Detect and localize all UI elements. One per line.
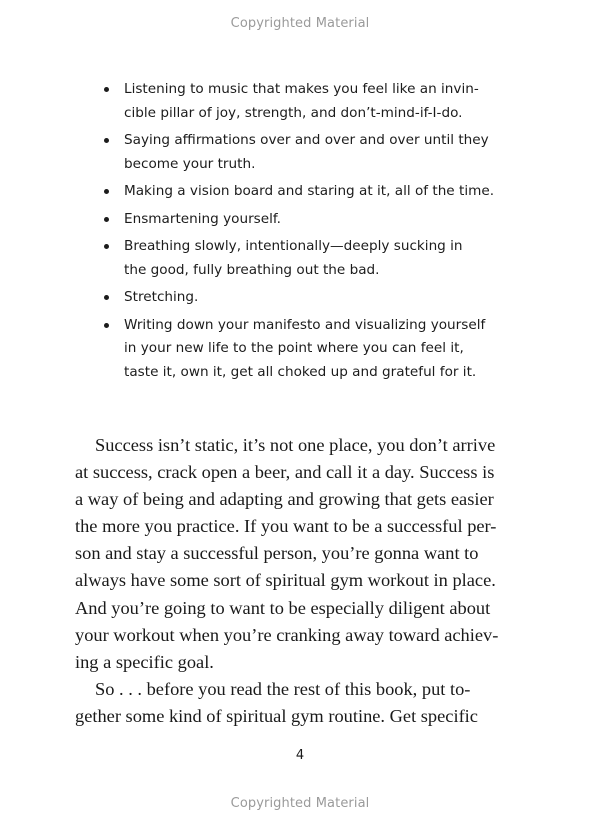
text-line: gether some kind of spiritual gym routine. Get specific [75,705,478,726]
list-item-text: become your truth. [124,155,256,172]
list-item-text: Making a vision board and staring at it, all of the time. [124,183,495,199]
list-item [101,78,481,125]
copyright-watermark-top: Copyrighted Material [230,16,370,31]
paragraph [75,432,535,676]
body-text [75,432,535,730]
bullet-icon [104,87,109,92]
text-line: the more you practice. If you want to be a successful per- [75,516,497,537]
list-item [101,208,481,232]
text-line: ing a specific goal. [75,651,214,672]
text-line: your workout when you’re cranking away toward achiev- [75,624,499,645]
list-item [101,286,481,310]
text-line: a way of being and adapting and growing that gets easier [75,489,494,510]
list-item-text: cible pillar of joy, strength, and don’t-mind-if-I-do. [124,104,463,121]
bullet-icon [104,189,109,194]
bullet-icon [104,138,109,143]
bullet-icon [104,323,109,328]
bullet-list [101,78,495,388]
list-item [101,180,495,204]
list-item-text: Listening to music that makes you feel like an invin- [124,81,479,97]
page-number: 4 [295,748,305,763]
bullet-icon [104,217,109,222]
list-item-text: Saying affirmations over and over and over until they [124,132,489,148]
text-line: Success isn’t static, it’s not one place, you don’t arrive [95,435,496,455]
list-item [101,129,489,176]
text-line: So . . . before you read the rest of this book, put to- [95,678,471,699]
list-item [101,314,486,385]
text-line: And you’re going to want to be especially diligent about [75,597,491,618]
bullet-icon [104,295,109,300]
list-item-text: Breathing slowly, intentionally—deeply sucking in [124,238,463,254]
list-item-text: taste it, own it, get all choked up and grateful for it. [124,363,477,380]
text-line: at success, crack open a beer, and call it a day. Success is [75,462,495,483]
text-line: always have some sort of spiritual gym workout in place. [75,570,496,591]
list-item-text: in your new life to the point where you can feel it, [124,340,464,356]
paragraph [75,676,535,730]
text-line: son and stay a successful person, you’re gonna want to [75,543,479,564]
bullet-icon [104,244,109,249]
list-item-text: the good, fully breathing out the bad. [124,261,380,278]
list-item-text: Writing down your manifesto and visualizing yourself [124,316,486,333]
list-item-text: Stretching. [124,289,199,305]
list-item [101,235,481,282]
list-item-text: Ensmartening yourself. [124,210,282,227]
copyright-watermark-bottom: Copyrighted Material [230,796,370,811]
